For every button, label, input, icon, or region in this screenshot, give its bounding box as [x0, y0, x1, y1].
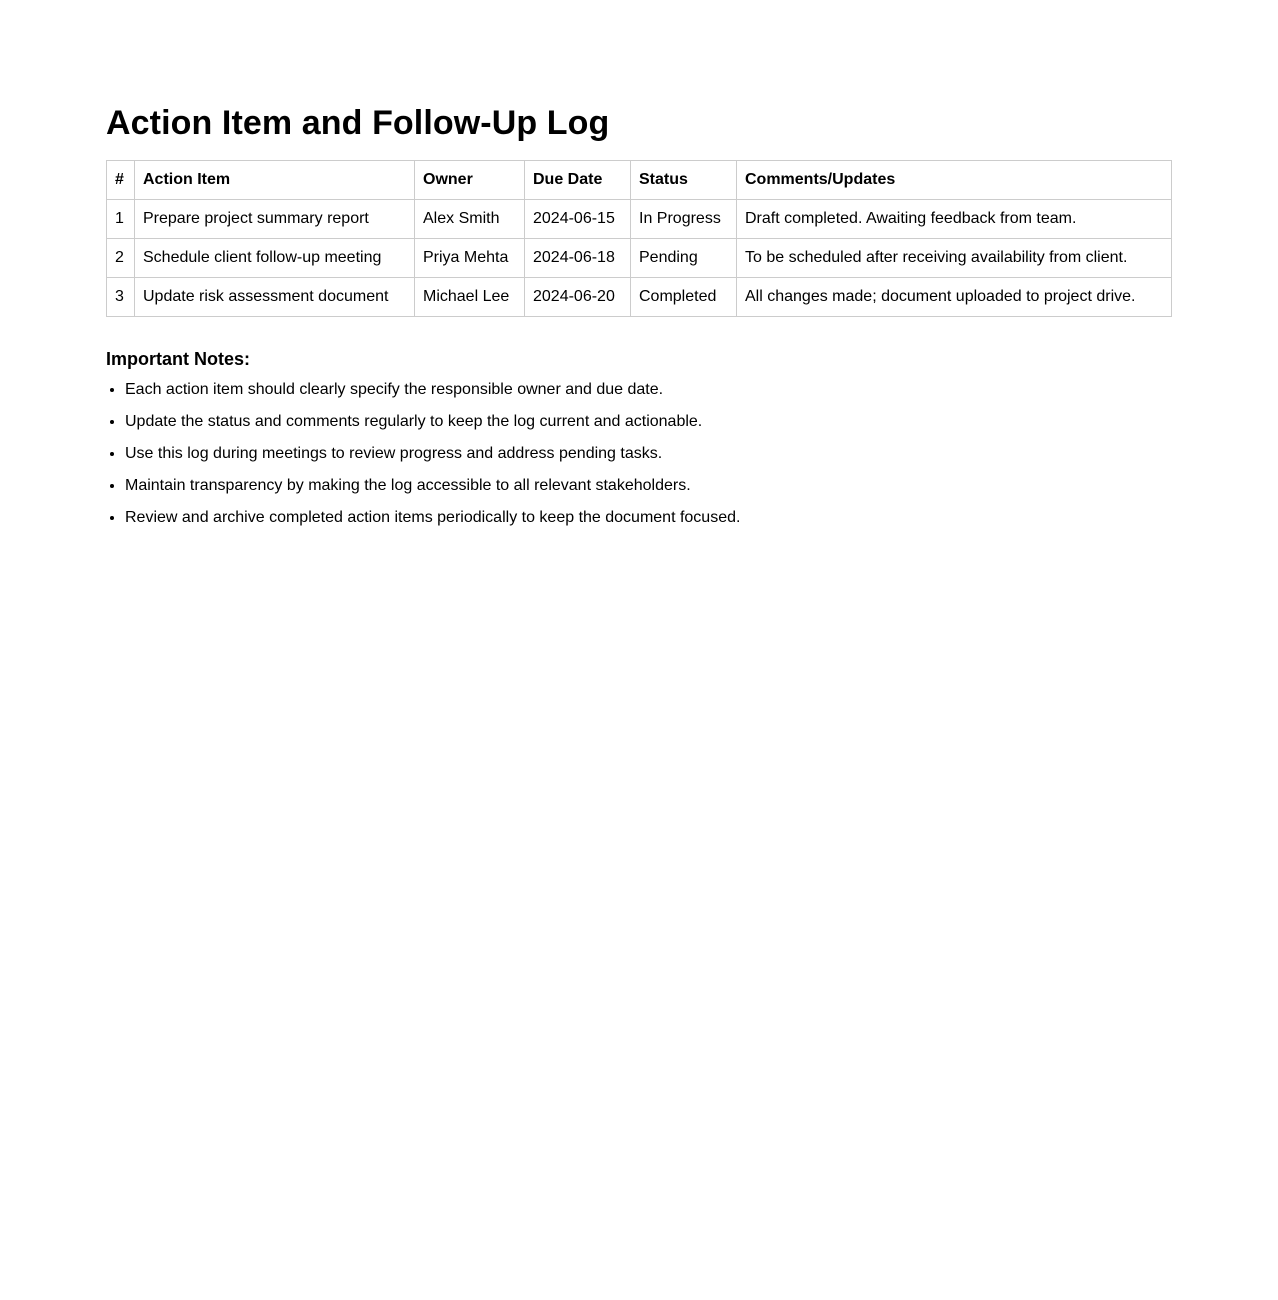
cell-action-item: Update risk assessment document: [135, 278, 415, 317]
table-row: [107, 278, 1172, 317]
cell-due-date: 2024-06-15: [525, 200, 631, 239]
cell-owner: Michael Lee: [415, 278, 525, 317]
list-item: • Update the status and comments regularly to keep the log current and actionable.: [125, 412, 1172, 432]
list-item: • Use this log during meetings to review progress and address pending tasks.: [125, 444, 1172, 464]
cell-due-date: 2024-06-20: [525, 278, 631, 317]
cell-action-item: Schedule client follow-up meeting: [135, 239, 415, 278]
notes-heading: Important Notes:: [106, 349, 250, 369]
column-header-action-item: Action Item: [135, 161, 415, 200]
cell-number: 2: [107, 239, 135, 278]
notes-list: [106, 380, 1172, 528]
cell-number: 1: [107, 200, 135, 239]
cell-comments: All changes made; document uploaded to project drive.: [737, 278, 1172, 317]
column-header-due-date: Due Date: [525, 161, 631, 200]
column-header-status: Status: [631, 161, 737, 200]
column-header-number: #: [107, 161, 135, 200]
cell-due-date: 2024-06-18: [525, 239, 631, 278]
cell-comments: To be scheduled after receiving availability from client.: [737, 239, 1172, 278]
table-row: [107, 239, 1172, 278]
cell-owner: Alex Smith: [415, 200, 525, 239]
document-page: [0, 0, 1278, 528]
column-header-comments: Comments/Updates: [737, 161, 1172, 200]
table-header-row: [107, 161, 1172, 200]
cell-comments: Draft completed. Awaiting feedback from team.: [737, 200, 1172, 239]
list-item: • Review and archive completed action items periodically to keep the document focused.: [125, 508, 1172, 528]
cell-owner: Priya Mehta: [415, 239, 525, 278]
action-item-table: [106, 160, 1172, 317]
page-title: Action Item and Follow-Up Log: [106, 104, 610, 142]
list-item: • Each action item should clearly specify the responsible owner and due date.: [125, 380, 1172, 400]
column-header-owner: Owner: [415, 161, 525, 200]
cell-number: 3: [107, 278, 135, 317]
cell-status: In Progress: [631, 200, 737, 239]
cell-action-item: Prepare project summary report: [135, 200, 415, 239]
table-row: [107, 200, 1172, 239]
cell-status: Pending: [631, 239, 737, 278]
cell-status: Completed: [631, 278, 737, 317]
list-item: • Maintain transparency by making the log accessible to all relevant stakeholders.: [125, 476, 1172, 496]
